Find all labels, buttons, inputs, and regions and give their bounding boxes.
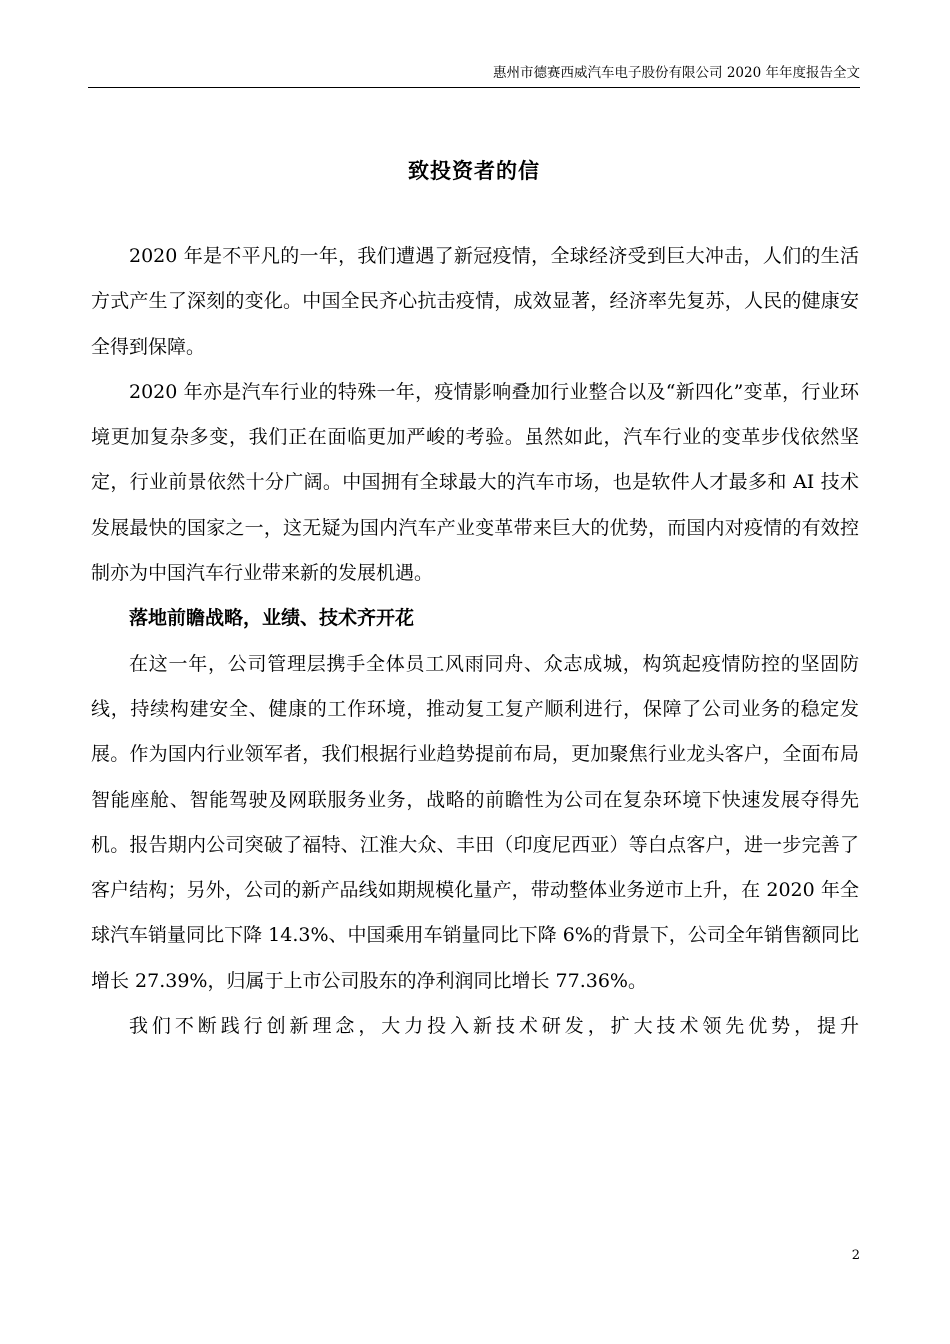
page-number: 2 bbox=[851, 1248, 860, 1263]
section-paragraph-2: 我们不断践行创新理念，大力投入新技术研发，扩大技术领先优势，提升 bbox=[129, 1015, 859, 1038]
running-header: 惠州市德赛西威汽车电子股份有限公司 2020 年年度报告全文 bbox=[493, 65, 860, 81]
intro-paragraph-2: 2020 年亦是汽车行业的特殊一年，疫情影响叠加行业整合以及“新四化”变革，行业环境更加复杂多变，我们正在面临更加严峻的考验。虽然如此，汽车行业的变革步伐依然坚定，行业前景依然十分广阔。中国拥有全球最大的汽车市场，也是软件人才最多和 AI 技术发展最快的国家之一，这无疑为国内汽车产业变革带来巨大的优势，而国内对疫情的有效控制亦为中国汽车行业带来新的发展机遇。 bbox=[91, 380, 859, 585]
header-divider bbox=[88, 87, 860, 88]
section-heading: 落地前瞻战略，业绩、技术齐开花 bbox=[129, 607, 415, 630]
section-paragraph-1: 在这一年，公司管理层携手全体员工风雨同舟、众志成城，构筑起疫情防控的坚固防线，持续构建安全、健康的工作环境，推动复工复产顺利进行，保障了公司业务的稳定发展。作为国内行业领军者，我们根据行业趋势提前布局，更加聚焦行业龙头客户，全面布局智能座舱、智能驾驶及网联服务业务，战略的前瞻性为公司在复杂环境下快速发展夺得先机。报告期内公司突破了福特、江淮大众、丰田（印度尼西亚）等白点客户，进一步完善了客户结构；另外，公司的新产品线如期规模化量产，带动整体业务逆市上升，在 2020 年全球汽车销量同比下降 14.3%、中国乘用车销量同比下降 6%的背景下，公司全年销售额同比增长 27.39%，归属于上市公司股东的净利润同比增长 77.36%。 bbox=[91, 652, 859, 992]
letter-body bbox=[91, 234, 859, 1049]
intro-paragraph-1: 2020 年是不平凡的一年，我们遭遇了新冠疫情，全球经济受到巨大冲击，人们的生活方式产生了深刻的变化。中国全民齐心抗击疫情，成效显著，经济率先复苏，人民的健康安全得到保障。 bbox=[91, 245, 859, 358]
letter-title: 致投资者的信 bbox=[408, 159, 540, 183]
